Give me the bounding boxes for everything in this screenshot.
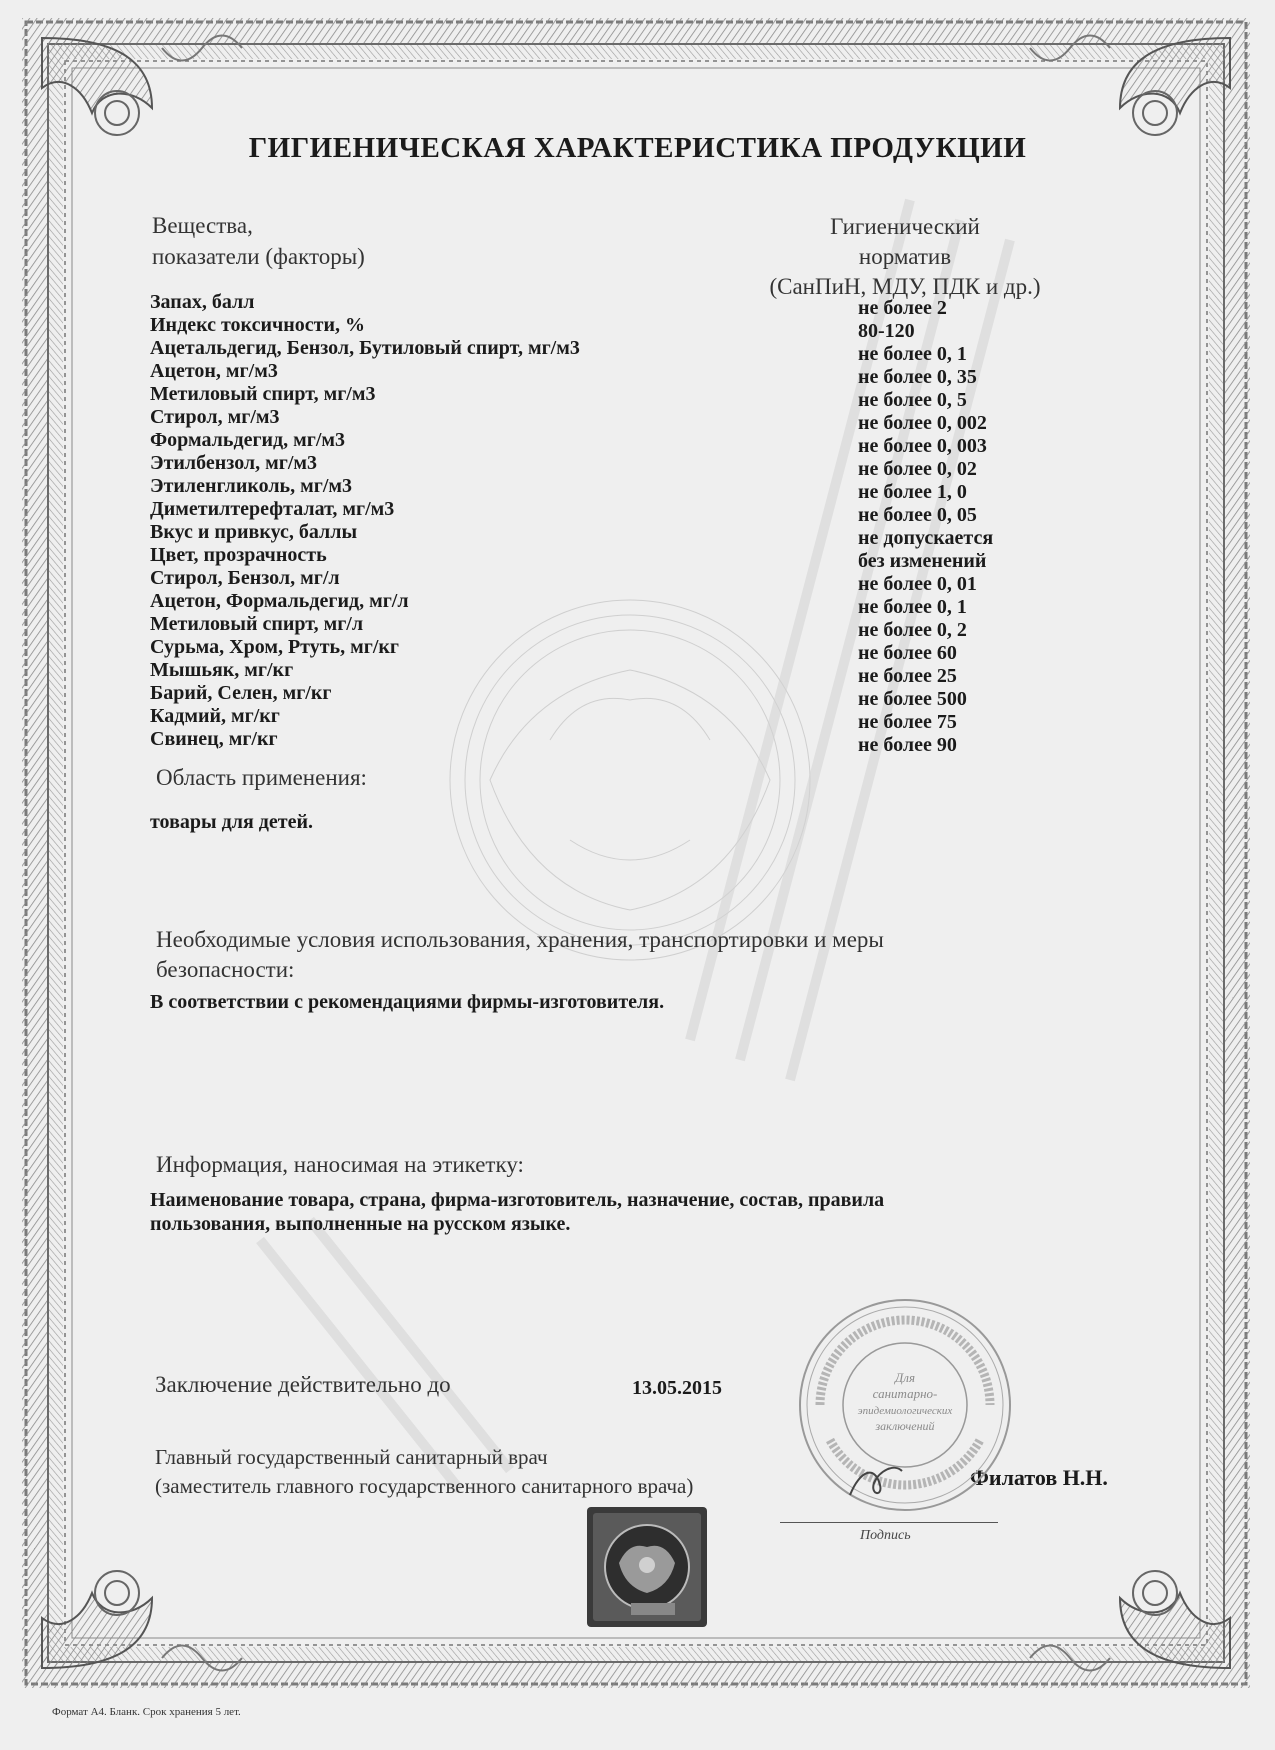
table-row	[150, 383, 1030, 411]
substance-name: Этилбензол, мг/м3	[150, 452, 318, 474]
table-row	[150, 406, 1030, 434]
substance-name: Ацетон, мг/м3	[150, 360, 278, 382]
table-row	[150, 360, 1030, 388]
norm-value: не более 0, 5	[858, 389, 967, 411]
norm-value: не более 75	[858, 711, 957, 733]
table-row	[150, 291, 1030, 319]
application-label: Область применения:	[156, 765, 367, 790]
table-row	[150, 636, 1030, 664]
norm-value: не более 25	[858, 665, 957, 687]
application-value: товары для детей.	[150, 811, 313, 833]
table-row	[150, 682, 1030, 710]
substance-name: Вкус и привкус, баллы	[150, 521, 358, 543]
substances-header-line: Вещества,	[152, 213, 253, 238]
norm-value: не более 2	[858, 297, 947, 319]
norm-value: не более 60	[858, 642, 957, 664]
table-row	[150, 544, 1030, 572]
table-row	[150, 521, 1030, 549]
conditions-label	[156, 925, 884, 985]
norm-column-header	[740, 212, 1070, 302]
substance-name: Мышьяк, мг/кг	[150, 659, 294, 681]
substance-name: Сурьма, Хром, Ртуть, мг/кг	[150, 636, 399, 658]
hygiene-table	[150, 291, 1030, 756]
table-row	[150, 613, 1030, 641]
table-row	[150, 429, 1030, 457]
norm-value: не более 0, 05	[858, 504, 977, 526]
substance-name: Барий, Селен, мг/кг	[150, 682, 332, 704]
substances-column-header	[152, 210, 365, 272]
table-row	[150, 659, 1030, 687]
norm-value: не более 0, 2	[858, 619, 967, 641]
norm-header-line: норматив	[858, 244, 952, 269]
signatory-role-line: (заместитель главного государственного санитарного врача)	[155, 1474, 694, 1498]
substance-name: Стирол, Бензол, мг/л	[150, 567, 340, 589]
table-row	[150, 728, 1030, 756]
substance-name: Кадмий, мг/кг	[150, 705, 280, 727]
norm-value: без изменений	[858, 550, 987, 572]
form-footer: Формат А4. Бланк. Срок хранения 5 лет.	[52, 1706, 241, 1718]
substance-name: Цвет, прозрачность	[150, 544, 327, 566]
table-row	[150, 498, 1030, 526]
norm-value: не более 90	[858, 734, 957, 756]
substance-name: Формальдегид, мг/м3	[150, 429, 346, 451]
substance-name: Свинец, мг/кг	[150, 728, 278, 750]
conditions-label-line: безопасности:	[156, 957, 295, 982]
norm-header-line: (СанПиН, МДУ, ПДК и др.)	[769, 274, 1041, 299]
stamp-text: эпидемиологических	[857, 1405, 953, 1417]
substance-name: Стирол, мг/м3	[150, 406, 280, 428]
table-row	[150, 452, 1030, 480]
norm-value: не более 0, 02	[858, 458, 977, 480]
norm-value: не более 0, 003	[858, 435, 987, 457]
validity-date: 13.05.2015	[632, 1377, 722, 1399]
stamp-text: Для	[895, 1370, 915, 1385]
norm-value: не более 0, 01	[858, 573, 977, 595]
label-info-value-line: Наименование товара, страна, фирма-изготовитель, назначение, состав, правила	[150, 1189, 885, 1211]
label-info-value-line: пользования, выполненные на русском языке.	[150, 1213, 571, 1235]
table-row	[150, 590, 1030, 618]
validity-label: Заключение действительно до	[155, 1372, 451, 1397]
table-row	[150, 337, 1030, 365]
norm-value: не более 0, 002	[858, 412, 987, 434]
hologram-eagle-icon	[585, 1505, 709, 1629]
document-title: ГИГИЕНИЧЕСКАЯ ХАРАКТЕРИСТИКА ПРОДУКЦИИ	[248, 132, 1027, 164]
label-info-label: Информация, наносимая на этикетку:	[156, 1152, 524, 1177]
norm-value: 80-120	[858, 320, 915, 342]
substance-name: Ацетальдегид, Бензол, Бутиловый спирт, мг/м3	[150, 337, 580, 359]
official-stamp-icon	[790, 1290, 1020, 1520]
norm-value: не более 0, 1	[858, 343, 967, 365]
label-info-value	[150, 1188, 884, 1236]
norm-value: не более 1, 0	[858, 481, 967, 503]
conditions-value: В соответствии с рекомендациями фирмы-изготовителя.	[150, 991, 665, 1013]
stamp-text: заключений	[875, 1419, 935, 1433]
signature-caption: Подпись	[860, 1528, 911, 1543]
signature-line	[780, 1522, 998, 1523]
norm-value: не более 0, 1	[858, 596, 967, 618]
substance-name: Ацетон, Формальдегид, мг/л	[150, 590, 409, 612]
substance-name: Этиленгликоль, мг/м3	[150, 475, 353, 497]
table-row	[150, 314, 1030, 342]
substances-header-line: показатели (факторы)	[152, 244, 365, 269]
table-row	[150, 567, 1030, 595]
norm-value: не более 0, 35	[858, 366, 977, 388]
signatory-name: Филатов Н.Н.	[970, 1465, 1108, 1490]
table-row	[150, 705, 1030, 733]
substance-name: Метиловый спирт, мг/м3	[150, 383, 376, 405]
substance-name: Диметилтерефталат, мг/м3	[150, 498, 395, 520]
substance-name: Метиловый спирт, мг/л	[150, 613, 364, 635]
substance-name: Запах, балл	[150, 291, 255, 313]
norm-value: не более 500	[858, 688, 967, 710]
table-row	[150, 475, 1030, 503]
stamp-text: санитарно-	[872, 1386, 938, 1401]
conditions-label-line: Необходимые условия использования, хранения, транспортировки и меры	[156, 927, 884, 952]
norm-value: не допускается	[858, 527, 994, 549]
substance-name: Индекс токсичности, %	[150, 314, 365, 336]
signatory-role-line: Главный государственный санитарный врач	[155, 1445, 548, 1469]
signatory-role	[155, 1443, 693, 1501]
norm-header-line: Гигиенический	[830, 214, 980, 239]
